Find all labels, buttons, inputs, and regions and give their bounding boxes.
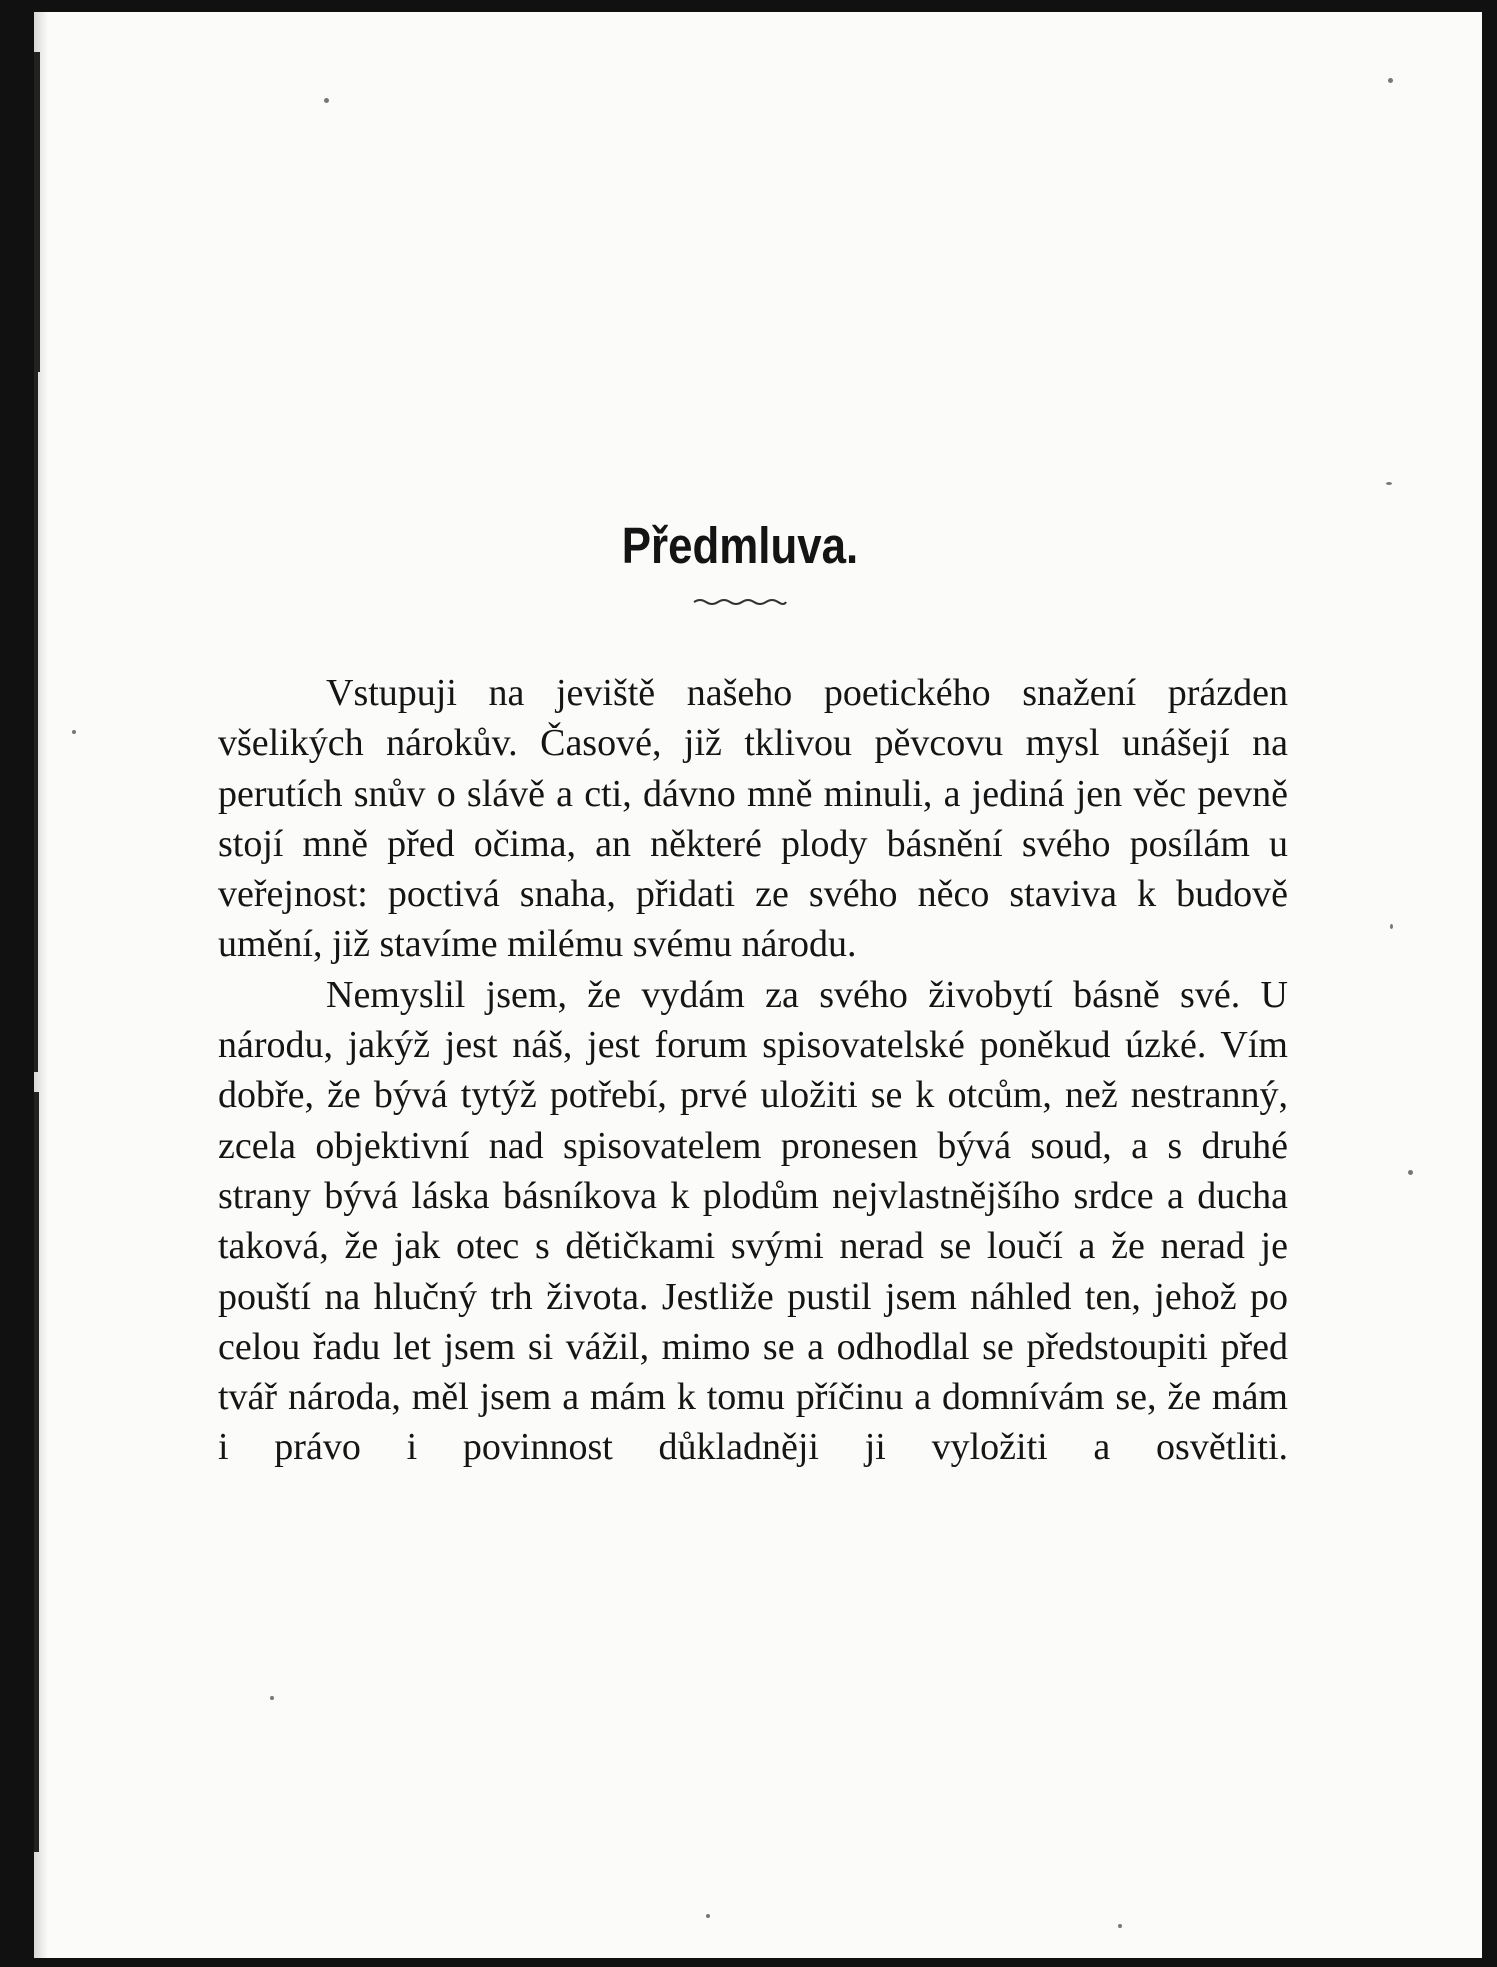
title-flourish-ornament [690, 596, 790, 608]
preface-body [218, 668, 1288, 1473]
paper-speck [1388, 78, 1393, 83]
paper-speck [706, 1914, 710, 1918]
paper-speck [324, 98, 329, 103]
paper-speck [270, 1696, 274, 1700]
paper-speck [1390, 924, 1393, 929]
paper-speck [1408, 1170, 1413, 1175]
spine-dark-edge [34, 1092, 39, 1852]
spine-dark-edge [34, 52, 40, 372]
paragraph: Vstupuji na jeviště našeho poetického snažení prázden všelikých nárokův. Časové, již tklivou pěvcovu mysl unášejí na perutích snův o slávě a cti, dávno mně minuli, a jediná jen věc pevně stojí mně před očima, an některé plody básnění svého posílám u veřejnost: poctivá snaha, přidati ze svého něco staviva k budově umění, již stavíme milému svému národu. [218, 672, 1288, 966]
paper-speck [1386, 482, 1392, 485]
paper-speck [1118, 1924, 1122, 1928]
paragraph: Nemyslil jsem, že vydám za svého živobytí básně své. U národu, jakýž jest náš, jest forum spisovatelské poněkud úzké. Vím dobře, že bývá tytýž potřebí, prvé uložiti se k otcům, než nestranný, zcela objektivní nad spisovatelem pronesen bývá soud, a s druhé strany bývá láska básníkova k plodům nejvlastnějšího srdce a ducha taková, že jak otec s dětičkami svými nerad se loučí a že nerad je pouští na hlučný trh života. Jestliže pustil jsem náhled ten, jehož po celou řadu let jsem si vážil, mimo se a odhodlal se předstoupiti před tvář národa, měl jsem a mám k tomu příčinu a domnívám se, že mám i právo i povinnost důkladněji ji vyložiti a osvětliti. [218, 973, 1288, 1469]
paper-speck [72, 730, 76, 734]
page-title: Předmluva. [621, 517, 859, 574]
spine-dark-edge [34, 372, 38, 1072]
